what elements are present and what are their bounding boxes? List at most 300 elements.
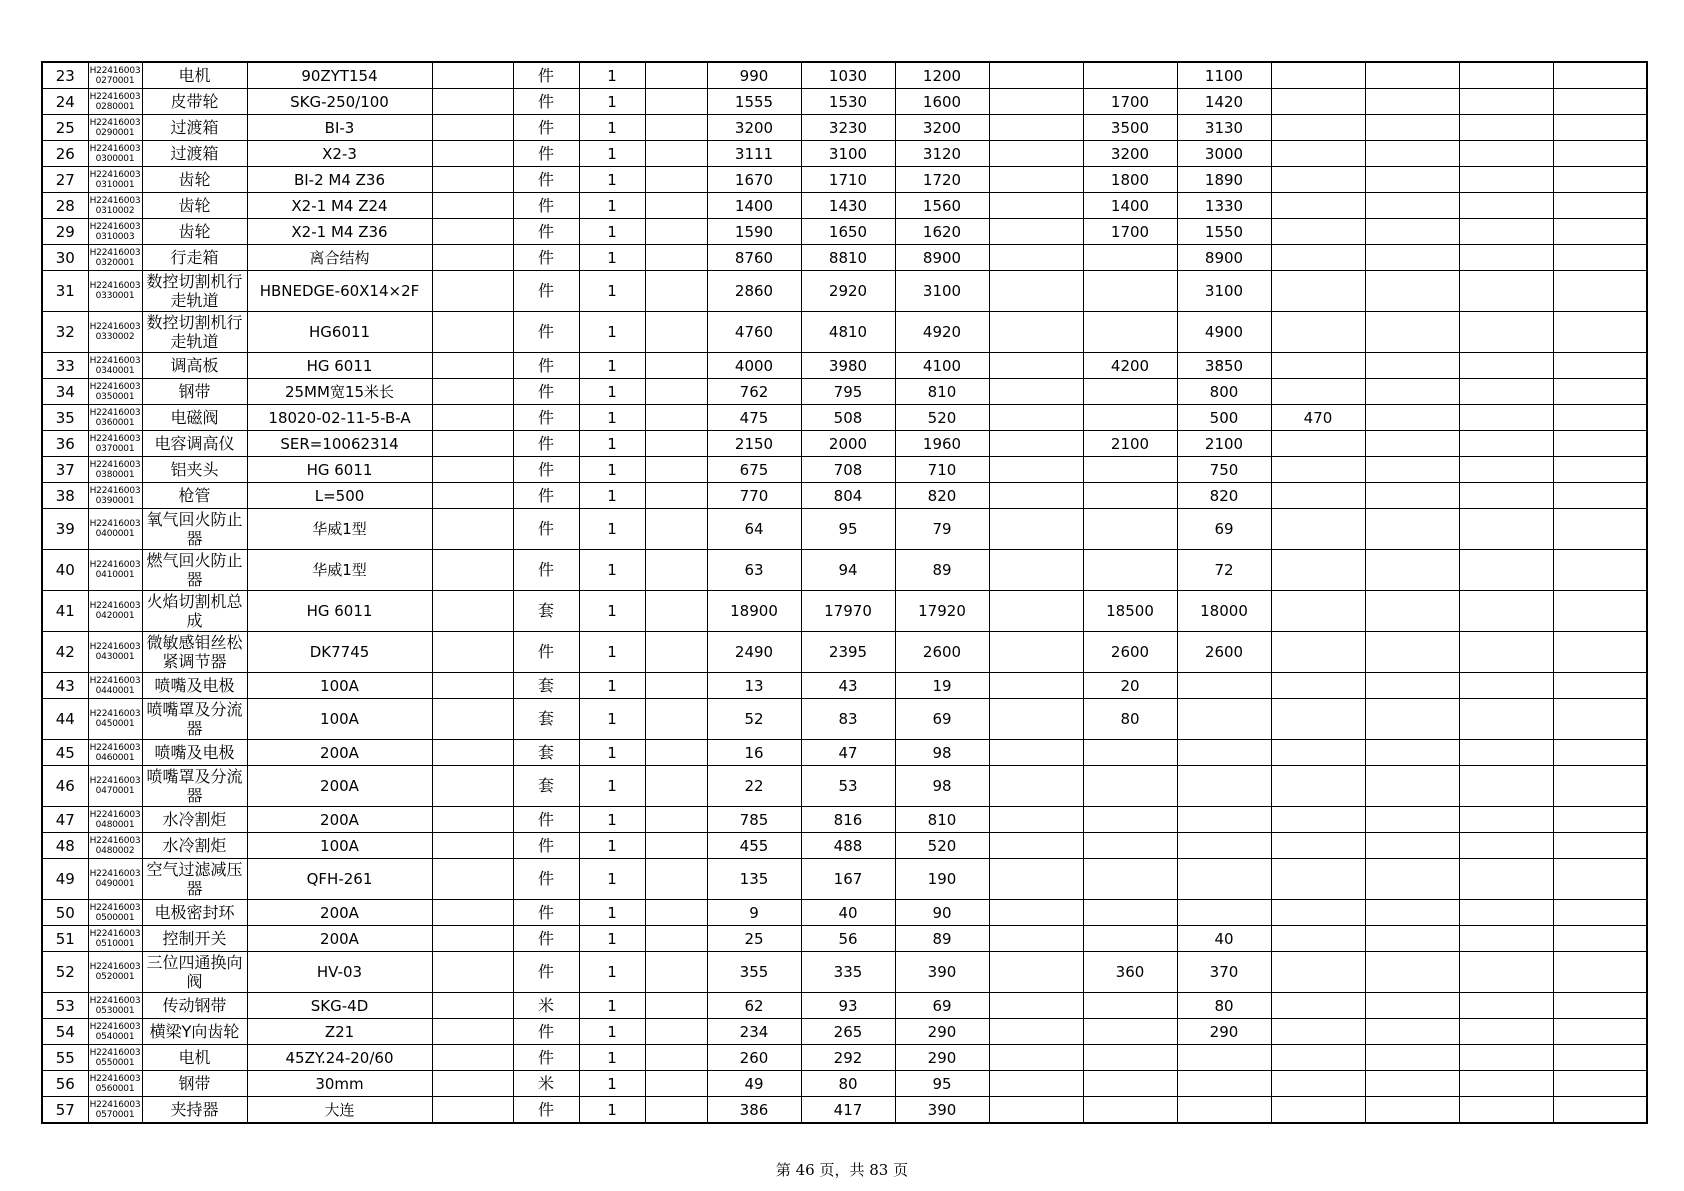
table-row: [42, 509, 1647, 550]
empty-cell: [645, 431, 707, 457]
quantity-cell: 1: [579, 141, 645, 167]
material-code-cell: H224160030440001: [88, 673, 142, 699]
price-cell: [989, 405, 1083, 431]
row-number-cell: 43: [42, 673, 88, 699]
table-row: [42, 740, 1647, 766]
unit-cell: 米: [513, 993, 579, 1019]
empty-cell: [645, 167, 707, 193]
empty-cell: [645, 900, 707, 926]
table-row: [42, 1045, 1647, 1071]
price-cell: [989, 353, 1083, 379]
price-cell: [1459, 115, 1553, 141]
row-number-cell: 46: [42, 766, 88, 807]
price-cell: [1459, 952, 1553, 993]
quantity-cell: 1: [579, 312, 645, 353]
price-cell: [1553, 483, 1647, 509]
price-cell: [1083, 833, 1177, 859]
price-cell: [1271, 483, 1365, 509]
item-name-cell: 喷嘴罩及分流器: [142, 766, 247, 807]
price-cell: [1459, 245, 1553, 271]
price-cell: [1177, 766, 1271, 807]
price-cell: 3200: [707, 115, 801, 141]
material-code-cell: H224160030380001: [88, 457, 142, 483]
unit-cell: 件: [513, 483, 579, 509]
price-cell: [1083, 1045, 1177, 1071]
empty-cell: [432, 141, 513, 167]
empty-cell: [432, 550, 513, 591]
price-cell: 800: [1177, 379, 1271, 405]
table-row: [42, 632, 1647, 673]
price-cell: [1083, 405, 1177, 431]
price-cell: [989, 1019, 1083, 1045]
empty-cell: [432, 833, 513, 859]
spec-cell: 200A: [247, 766, 432, 807]
price-cell: 335: [801, 952, 895, 993]
price-cell: 3230: [801, 115, 895, 141]
price-cell: 79: [895, 509, 989, 550]
empty-cell: [645, 379, 707, 405]
price-cell: [1271, 766, 1365, 807]
item-name-cell: 燃气回火防止器: [142, 550, 247, 591]
price-cell: 8810: [801, 245, 895, 271]
empty-cell: [645, 457, 707, 483]
price-cell: [1553, 431, 1647, 457]
material-code-cell: H224160030520001: [88, 952, 142, 993]
price-cell: [1553, 900, 1647, 926]
quantity-cell: 1: [579, 591, 645, 632]
price-cell: 25: [707, 926, 801, 952]
price-cell: [1177, 833, 1271, 859]
empty-cell: [432, 952, 513, 993]
row-number-cell: 39: [42, 509, 88, 550]
empty-cell: [432, 193, 513, 219]
spec-cell: 100A: [247, 833, 432, 859]
material-code-cell: H224160030530001: [88, 993, 142, 1019]
price-cell: [1553, 993, 1647, 1019]
price-cell: [1271, 833, 1365, 859]
empty-cell: [432, 740, 513, 766]
price-cell: 234: [707, 1019, 801, 1045]
quantity-cell: 1: [579, 219, 645, 245]
table-row: [42, 245, 1647, 271]
spec-cell: DK7745: [247, 632, 432, 673]
price-cell: [1271, 167, 1365, 193]
price-cell: [1365, 312, 1459, 353]
empty-cell: [432, 673, 513, 699]
price-cell: 9: [707, 900, 801, 926]
row-number-cell: 52: [42, 952, 88, 993]
price-cell: [1177, 859, 1271, 900]
price-cell: 13: [707, 673, 801, 699]
quantity-cell: 1: [579, 431, 645, 457]
price-cell: [1365, 807, 1459, 833]
empty-cell: [432, 591, 513, 632]
price-cell: [989, 431, 1083, 457]
price-cell: [1083, 807, 1177, 833]
price-cell: [1553, 952, 1647, 993]
price-cell: 1960: [895, 431, 989, 457]
quantity-cell: 1: [579, 550, 645, 591]
item-name-cell: 电容调高仪: [142, 431, 247, 457]
price-cell: 990: [707, 62, 801, 89]
price-cell: [1365, 699, 1459, 740]
price-cell: [1459, 271, 1553, 312]
material-code-cell: H224160030480001: [88, 807, 142, 833]
price-cell: [1271, 457, 1365, 483]
unit-cell: 件: [513, 431, 579, 457]
price-cell: [1459, 312, 1553, 353]
price-cell: 8900: [895, 245, 989, 271]
quantity-cell: 1: [579, 379, 645, 405]
empty-cell: [645, 993, 707, 1019]
price-cell: [989, 900, 1083, 926]
table-row: [42, 379, 1647, 405]
price-cell: 95: [895, 1071, 989, 1097]
price-cell: 3500: [1083, 115, 1177, 141]
item-name-cell: 铝夹头: [142, 457, 247, 483]
price-cell: [989, 952, 1083, 993]
quantity-cell: 1: [579, 115, 645, 141]
price-cell: [1271, 141, 1365, 167]
quantity-cell: 1: [579, 353, 645, 379]
empty-cell: [645, 219, 707, 245]
price-cell: 2000: [801, 431, 895, 457]
spec-cell: SKG-4D: [247, 993, 432, 1019]
price-cell: [1271, 312, 1365, 353]
price-cell: [1459, 457, 1553, 483]
material-code-cell: H224160030510001: [88, 926, 142, 952]
row-number-cell: 50: [42, 900, 88, 926]
price-cell: 98: [895, 766, 989, 807]
row-number-cell: 57: [42, 1097, 88, 1124]
price-table-container: [41, 61, 1648, 1124]
price-cell: [1365, 62, 1459, 89]
price-cell: [1271, 509, 1365, 550]
empty-cell: [645, 673, 707, 699]
quantity-cell: 1: [579, 1097, 645, 1124]
price-cell: [1365, 1019, 1459, 1045]
table-row: [42, 900, 1647, 926]
price-cell: 1555: [707, 89, 801, 115]
price-cell: 500: [1177, 405, 1271, 431]
row-number-cell: 55: [42, 1045, 88, 1071]
price-cell: 8760: [707, 245, 801, 271]
spec-cell: X2-1 M4 Z36: [247, 219, 432, 245]
item-name-cell: 水冷割炬: [142, 807, 247, 833]
price-cell: [989, 673, 1083, 699]
price-cell: [1553, 219, 1647, 245]
price-cell: 762: [707, 379, 801, 405]
price-cell: 2600: [1083, 632, 1177, 673]
quantity-cell: 1: [579, 766, 645, 807]
price-cell: [1553, 766, 1647, 807]
price-cell: [1271, 926, 1365, 952]
price-cell: [1553, 509, 1647, 550]
price-cell: 1700: [1083, 89, 1177, 115]
price-cell: [1553, 271, 1647, 312]
item-name-cell: 控制开关: [142, 926, 247, 952]
price-cell: [1459, 219, 1553, 245]
unit-cell: 件: [513, 115, 579, 141]
price-cell: 1800: [1083, 167, 1177, 193]
empty-cell: [432, 993, 513, 1019]
empty-cell: [432, 1019, 513, 1045]
price-cell: 53: [801, 766, 895, 807]
empty-cell: [645, 926, 707, 952]
price-cell: [1083, 62, 1177, 89]
price-cell: 4810: [801, 312, 895, 353]
empty-cell: [645, 62, 707, 89]
price-cell: 80: [801, 1071, 895, 1097]
table-row: [42, 405, 1647, 431]
table-row: [42, 271, 1647, 312]
price-cell: [1553, 1097, 1647, 1124]
unit-cell: 件: [513, 379, 579, 405]
empty-cell: [432, 1045, 513, 1071]
price-cell: [1553, 312, 1647, 353]
item-name-cell: 过渡箱: [142, 141, 247, 167]
price-cell: 1620: [895, 219, 989, 245]
unit-cell: 套: [513, 591, 579, 632]
price-cell: 95: [801, 509, 895, 550]
price-cell: 360: [1083, 952, 1177, 993]
unit-cell: 件: [513, 1045, 579, 1071]
price-cell: 4200: [1083, 353, 1177, 379]
item-name-cell: 电极密封环: [142, 900, 247, 926]
item-name-cell: 钢带: [142, 1071, 247, 1097]
price-cell: 1700: [1083, 219, 1177, 245]
price-cell: 4100: [895, 353, 989, 379]
price-cell: [1553, 833, 1647, 859]
price-cell: [1553, 115, 1647, 141]
price-cell: 1400: [1083, 193, 1177, 219]
row-number-cell: 38: [42, 483, 88, 509]
unit-cell: 件: [513, 509, 579, 550]
price-cell: 820: [1177, 483, 1271, 509]
price-cell: 1200: [895, 62, 989, 89]
price-cell: [989, 483, 1083, 509]
item-name-cell: 齿轮: [142, 219, 247, 245]
material-code-cell: H224160030480002: [88, 833, 142, 859]
price-cell: [1553, 550, 1647, 591]
unit-cell: 件: [513, 952, 579, 993]
item-name-cell: 过渡箱: [142, 115, 247, 141]
price-cell: [1365, 632, 1459, 673]
spec-cell: HG 6011: [247, 353, 432, 379]
price-cell: 1530: [801, 89, 895, 115]
unit-cell: 件: [513, 405, 579, 431]
spec-cell: BI-2 M4 Z36: [247, 167, 432, 193]
item-name-cell: 微敏感钼丝松紧调节器: [142, 632, 247, 673]
empty-cell: [645, 952, 707, 993]
price-cell: 1550: [1177, 219, 1271, 245]
spec-cell: 30mm: [247, 1071, 432, 1097]
price-cell: [989, 1071, 1083, 1097]
price-cell: 488: [801, 833, 895, 859]
price-cell: [1553, 859, 1647, 900]
table-row: [42, 993, 1647, 1019]
price-cell: [1177, 807, 1271, 833]
empty-cell: [432, 115, 513, 141]
price-cell: 1590: [707, 219, 801, 245]
price-cell: 80: [1177, 993, 1271, 1019]
price-cell: [1271, 550, 1365, 591]
spec-cell: 大连: [247, 1097, 432, 1124]
price-cell: [1271, 353, 1365, 379]
price-cell: 18000: [1177, 591, 1271, 632]
price-cell: 93: [801, 993, 895, 1019]
quantity-cell: 1: [579, 1071, 645, 1097]
price-cell: [1365, 1071, 1459, 1097]
price-cell: 2600: [895, 632, 989, 673]
price-cell: [1271, 89, 1365, 115]
unit-cell: 件: [513, 457, 579, 483]
price-cell: 52: [707, 699, 801, 740]
material-code-cell: H224160030270001: [88, 62, 142, 89]
price-cell: [1271, 1045, 1365, 1071]
item-name-cell: 空气过滤减压器: [142, 859, 247, 900]
empty-cell: [432, 379, 513, 405]
price-cell: [989, 193, 1083, 219]
price-cell: 64: [707, 509, 801, 550]
price-cell: 1330: [1177, 193, 1271, 219]
price-cell: [989, 740, 1083, 766]
price-cell: 2395: [801, 632, 895, 673]
price-cell: 72: [1177, 550, 1271, 591]
price-cell: 4900: [1177, 312, 1271, 353]
price-cell: [989, 509, 1083, 550]
price-cell: [1553, 1019, 1647, 1045]
material-code-cell: H224160030540001: [88, 1019, 142, 1045]
empty-cell: [645, 271, 707, 312]
table-row: [42, 699, 1647, 740]
price-cell: [989, 457, 1083, 483]
table-row: [42, 431, 1647, 457]
price-cell: 40: [801, 900, 895, 926]
quantity-cell: 1: [579, 1045, 645, 1071]
empty-cell: [432, 1097, 513, 1124]
unit-cell: 件: [513, 926, 579, 952]
price-cell: [1083, 483, 1177, 509]
table-row: [42, 1097, 1647, 1124]
spec-cell: SKG-250/100: [247, 89, 432, 115]
table-row: [42, 1071, 1647, 1097]
price-cell: [1083, 900, 1177, 926]
price-cell: 2600: [1177, 632, 1271, 673]
price-cell: [1365, 1097, 1459, 1124]
price-cell: 19: [895, 673, 989, 699]
price-cell: [989, 62, 1083, 89]
material-code-cell: H224160030500001: [88, 900, 142, 926]
price-cell: [1365, 353, 1459, 379]
price-cell: 62: [707, 993, 801, 1019]
empty-cell: [432, 167, 513, 193]
row-number-cell: 33: [42, 353, 88, 379]
spec-cell: 18020-02-11-5-B-A: [247, 405, 432, 431]
price-cell: 804: [801, 483, 895, 509]
table-row: [42, 483, 1647, 509]
price-cell: [1177, 1045, 1271, 1071]
table-body: [42, 62, 1647, 1123]
material-code-cell: H224160030420001: [88, 591, 142, 632]
empty-cell: [432, 766, 513, 807]
price-cell: 290: [1177, 1019, 1271, 1045]
price-cell: 475: [707, 405, 801, 431]
price-cell: 3980: [801, 353, 895, 379]
price-cell: [989, 993, 1083, 1019]
empty-cell: [645, 632, 707, 673]
unit-cell: 件: [513, 550, 579, 591]
price-cell: [1459, 833, 1553, 859]
price-cell: [1459, 926, 1553, 952]
price-cell: [1553, 673, 1647, 699]
price-cell: [1271, 952, 1365, 993]
price-cell: [1365, 509, 1459, 550]
unit-cell: 套: [513, 766, 579, 807]
price-cell: [1271, 740, 1365, 766]
unit-cell: 件: [513, 245, 579, 271]
empty-cell: [645, 833, 707, 859]
empty-cell: [432, 859, 513, 900]
price-cell: 2100: [1083, 431, 1177, 457]
price-cell: 290: [895, 1045, 989, 1071]
empty-cell: [645, 1097, 707, 1124]
price-cell: 4760: [707, 312, 801, 353]
spec-cell: HBNEDGE-60X14×2F: [247, 271, 432, 312]
unit-cell: 件: [513, 62, 579, 89]
spec-cell: X2-3: [247, 141, 432, 167]
price-cell: [1083, 271, 1177, 312]
price-cell: 1890: [1177, 167, 1271, 193]
price-cell: [1365, 219, 1459, 245]
price-cell: [1365, 379, 1459, 405]
price-cell: [989, 89, 1083, 115]
price-cell: [1459, 993, 1553, 1019]
price-cell: 390: [895, 952, 989, 993]
material-code-cell: H224160030310002: [88, 193, 142, 219]
price-cell: [1553, 353, 1647, 379]
price-cell: 1100: [1177, 62, 1271, 89]
price-cell: [1083, 379, 1177, 405]
price-cell: [1459, 405, 1553, 431]
price-cell: 3850: [1177, 353, 1271, 379]
price-cell: [1365, 1045, 1459, 1071]
price-cell: [1553, 699, 1647, 740]
price-cell: 785: [707, 807, 801, 833]
price-cell: [1365, 833, 1459, 859]
price-cell: [1271, 219, 1365, 245]
price-cell: 167: [801, 859, 895, 900]
unit-cell: 件: [513, 1097, 579, 1124]
price-cell: 2920: [801, 271, 895, 312]
price-cell: [1365, 115, 1459, 141]
quantity-cell: 1: [579, 952, 645, 993]
price-cell: 17920: [895, 591, 989, 632]
price-cell: 810: [895, 379, 989, 405]
unit-cell: 件: [513, 89, 579, 115]
empty-cell: [645, 141, 707, 167]
row-number-cell: 31: [42, 271, 88, 312]
unit-cell: 件: [513, 833, 579, 859]
price-cell: [1553, 89, 1647, 115]
price-cell: 49: [707, 1071, 801, 1097]
price-cell: 3130: [1177, 115, 1271, 141]
quantity-cell: 1: [579, 740, 645, 766]
quantity-cell: 1: [579, 271, 645, 312]
unit-cell: 件: [513, 141, 579, 167]
price-cell: [1459, 509, 1553, 550]
price-cell: [1083, 509, 1177, 550]
